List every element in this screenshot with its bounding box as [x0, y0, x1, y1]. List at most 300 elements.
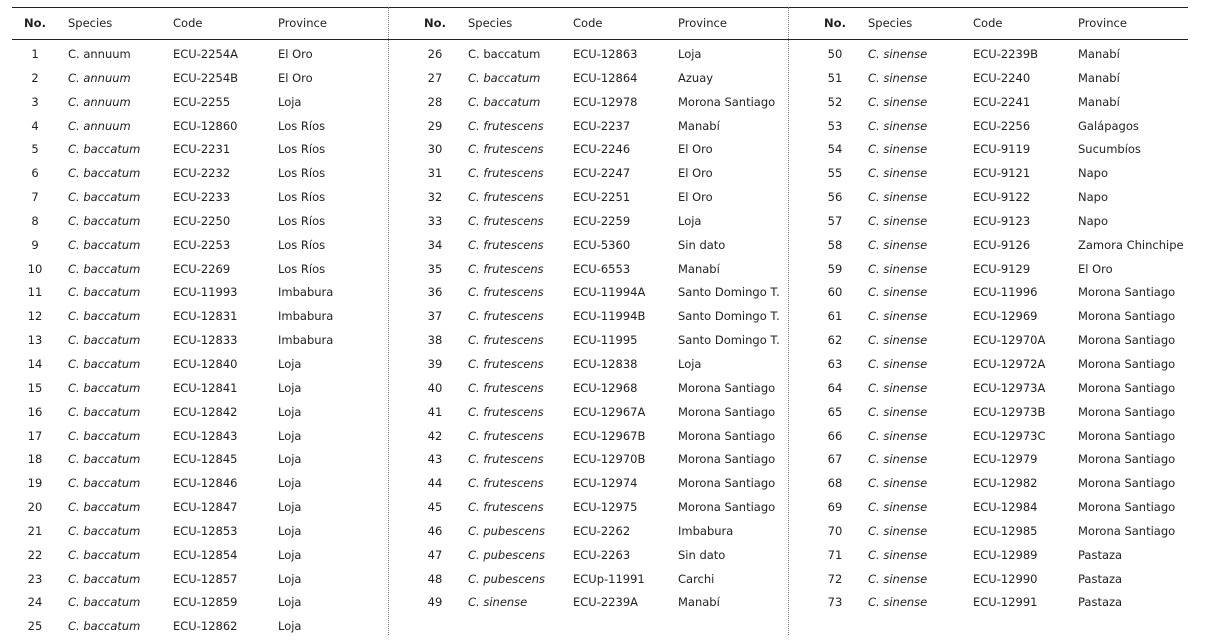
row-number: 66 [827, 428, 843, 443]
row-number: 38 [427, 333, 443, 348]
table-row [12, 212, 388, 236]
accession-code: ECU-12847 [173, 500, 238, 515]
row-number: 55 [827, 166, 843, 181]
row-number: 72 [827, 571, 843, 586]
table-row [812, 307, 1188, 331]
row-number: 36 [427, 285, 443, 300]
province-name: Imbabura [278, 333, 334, 348]
province-name: El Oro [278, 47, 313, 61]
accession-code: ECU-12846 [173, 476, 238, 491]
accession-code: ECU-2233 [173, 190, 231, 205]
table-row [812, 427, 1188, 451]
table-row [412, 164, 788, 188]
row-number: 53 [827, 118, 843, 133]
species-name: C. sinense [868, 428, 928, 443]
species-name: C. sinense [868, 118, 928, 133]
species-name: C. sinense [868, 452, 928, 467]
province-name: Manabí [1078, 94, 1120, 109]
table-row [12, 617, 388, 641]
province-name: Galápagos [1078, 118, 1139, 133]
species-name: C. baccatum [68, 571, 141, 586]
row-number: 43 [427, 452, 443, 467]
accession-code: ECU-12967A [573, 404, 646, 419]
accession-code: ECU-12841 [173, 380, 238, 395]
table-row [412, 260, 788, 284]
accession-code: ECU-9129 [973, 261, 1031, 276]
species-name: C. sinense [868, 380, 928, 395]
row-number: 60 [827, 285, 843, 300]
province-name: Manabí [1078, 47, 1120, 61]
province-name: Los Ríos [278, 118, 326, 133]
province-name: Santo Domingo T. [678, 285, 780, 300]
species-name: C. baccatum [68, 428, 141, 443]
species-name: C. baccatum [68, 285, 141, 300]
row-number: 25 [27, 619, 43, 634]
table-row [412, 570, 788, 594]
accession-code: ECU-2256 [973, 118, 1031, 133]
table-row [12, 474, 388, 498]
accession-code: ECU-12838 [573, 356, 638, 371]
accession-code: ECU-2263 [573, 547, 631, 562]
species-name: C. sinense [868, 309, 928, 324]
row-number: 63 [827, 356, 843, 371]
accession-code: ECU-12859 [173, 595, 238, 610]
species-name: C. frutescens [468, 452, 544, 467]
table-row [812, 69, 1188, 93]
province-name: Loja [678, 47, 702, 61]
accession-code: ECU-12969 [973, 309, 1038, 324]
row-number: 47 [427, 547, 443, 562]
table-row [412, 331, 788, 355]
accession-code: ECU-2247 [573, 166, 631, 181]
province-name: Carchi [678, 571, 715, 586]
row-number: 35 [427, 261, 443, 276]
table-row [412, 283, 788, 307]
column-separator [788, 7, 789, 635]
table-row [12, 188, 388, 212]
table-top-rule [12, 7, 1188, 8]
column-group-2 [412, 45, 788, 617]
province-name: Loja [278, 404, 302, 419]
species-name: C. baccatum [68, 166, 141, 181]
accession-code: ECU-12968 [573, 380, 638, 395]
row-number: 62 [827, 333, 843, 348]
accession-code: ECU-12973B [973, 404, 1046, 419]
species-name: C. sinense [868, 523, 928, 538]
species-name: C. sinense [468, 595, 528, 610]
table-row [812, 140, 1188, 164]
species-name: C. sinense [868, 166, 928, 181]
species-name: C. sinense [868, 190, 928, 205]
accession-code: ECU-2255 [173, 94, 231, 109]
accession-code: ECU-12833 [173, 333, 238, 348]
table-row [412, 355, 788, 379]
table-row [412, 593, 788, 617]
table-row [12, 570, 388, 594]
accession-code: ECU-12863 [573, 47, 638, 61]
accession-code: ECU-11995 [573, 333, 638, 348]
row-number: 6 [31, 166, 39, 181]
species-name: C. baccatum [468, 70, 541, 85]
row-number: 54 [827, 142, 843, 157]
accession-code: ECU-12972A [973, 356, 1046, 371]
table-row [812, 45, 1188, 69]
table-row [412, 188, 788, 212]
province-name: Loja [278, 452, 302, 467]
species-name: C. frutescens [468, 476, 544, 491]
accession-code: ECU-2254B [173, 70, 239, 85]
accession-code: ECU-2254A [173, 47, 238, 61]
species-name: C. frutescens [468, 261, 544, 276]
row-number: 73 [827, 595, 843, 610]
row-number: 64 [827, 380, 843, 395]
species-name: C. sinense [868, 333, 928, 348]
species-name: C. frutescens [468, 142, 544, 157]
header-no: No. [824, 16, 846, 30]
province-name: Pastaza [1078, 571, 1123, 586]
table-row [812, 546, 1188, 570]
accession-code: ECU-12860 [173, 118, 238, 133]
table-row [12, 403, 388, 427]
row-number: 2 [31, 70, 39, 85]
row-number: 39 [427, 356, 443, 371]
table-row [12, 164, 388, 188]
row-number: 67 [827, 452, 843, 467]
accession-code: ECU-2239A [573, 595, 638, 610]
accession-code: ECU-9122 [973, 190, 1031, 205]
row-number: 46 [427, 523, 443, 538]
province-name: Pastaza [1078, 547, 1123, 562]
row-number: 1 [31, 47, 39, 61]
species-name: C. sinense [868, 142, 928, 157]
accession-code: ECU-12973C [973, 428, 1046, 443]
row-number: 16 [27, 404, 43, 419]
row-number: 30 [427, 142, 443, 157]
province-name: Loja [278, 523, 302, 538]
accession-code: ECU-12982 [973, 476, 1038, 491]
table-row [812, 164, 1188, 188]
accession-code: ECU-12967B [573, 428, 646, 443]
row-number: 71 [827, 547, 843, 562]
accession-code: ECU-6553 [573, 261, 631, 276]
species-name: C. baccatum [68, 404, 141, 419]
table-row [12, 498, 388, 522]
province-name: Morona Santiago [1078, 356, 1176, 371]
row-number: 32 [427, 190, 443, 205]
table-row [12, 546, 388, 570]
province-name: Manabí [678, 595, 720, 610]
province-name: El Oro [278, 70, 313, 85]
header-code: Code [973, 16, 1003, 30]
table-row [12, 307, 388, 331]
accession-code: ECU-9123 [973, 213, 1031, 228]
row-number: 29 [427, 118, 443, 133]
row-number: 21 [27, 523, 43, 538]
province-name: Napo [1078, 166, 1108, 181]
accession-code: ECU-2250 [173, 213, 231, 228]
province-name: Loja [278, 380, 302, 395]
table-row [12, 140, 388, 164]
header-province: Province [1078, 16, 1127, 30]
province-name: Morona Santiago [1078, 285, 1176, 300]
table-row [412, 236, 788, 260]
row-number: 52 [827, 94, 843, 109]
accession-code: ECU-12984 [973, 500, 1038, 515]
row-number: 4 [31, 118, 39, 133]
province-name: Morona Santiago [678, 476, 776, 491]
row-number: 22 [27, 547, 43, 562]
accession-code: ECU-11993 [173, 285, 238, 300]
accession-code: ECU-2259 [573, 213, 631, 228]
province-name: Morona Santiago [678, 452, 776, 467]
accession-code: ECU-12991 [973, 595, 1038, 610]
province-name: Los Ríos [278, 261, 326, 276]
table-row [812, 188, 1188, 212]
table-row [12, 117, 388, 141]
row-number: 14 [27, 356, 43, 371]
row-number: 41 [427, 404, 443, 419]
row-number: 9 [31, 237, 39, 252]
accession-code: ECU-12864 [573, 70, 638, 85]
species-name: C. baccatum [68, 237, 141, 252]
row-number: 11 [27, 285, 43, 300]
table-row [412, 140, 788, 164]
row-number: 7 [31, 190, 39, 205]
table-row [412, 474, 788, 498]
row-number: 26 [427, 47, 443, 61]
row-number: 28 [427, 94, 443, 109]
province-name: Loja [278, 356, 302, 371]
accession-code: ECU-12970B [573, 452, 646, 467]
province-name: Los Ríos [278, 142, 326, 157]
species-name: C. baccatum [68, 333, 141, 348]
row-number: 12 [27, 309, 43, 324]
table-row [12, 427, 388, 451]
table-row [12, 522, 388, 546]
row-number: 69 [827, 500, 843, 515]
accession-code: ECU-12840 [173, 356, 238, 371]
column-group-1 [12, 45, 388, 641]
species-name: C. baccatum [68, 213, 141, 228]
row-number: 57 [827, 213, 843, 228]
province-name: Morona Santiago [1078, 452, 1176, 467]
province-name: Loja [278, 571, 302, 586]
province-name: Morona Santiago [1078, 309, 1176, 324]
row-number: 8 [31, 213, 39, 228]
province-name: Morona Santiago [1078, 500, 1176, 515]
row-number: 44 [427, 476, 443, 491]
table-row [412, 117, 788, 141]
province-name: Napo [1078, 213, 1108, 228]
row-number: 65 [827, 404, 843, 419]
species-name: C. sinense [868, 47, 928, 61]
row-number: 37 [427, 309, 443, 324]
species-name: C. sinense [868, 356, 928, 371]
species-name: C. frutescens [468, 380, 544, 395]
table-row [812, 283, 1188, 307]
row-number: 18 [27, 452, 43, 467]
header-no: No. [24, 16, 46, 30]
accession-code: ECU-12862 [173, 619, 238, 634]
species-name: C. baccatum [68, 380, 141, 395]
table-row [412, 427, 788, 451]
row-number: 17 [27, 428, 43, 443]
table-row [812, 379, 1188, 403]
header-species: Species [68, 16, 113, 30]
table-row [12, 93, 388, 117]
species-name: C. frutescens [468, 500, 544, 515]
accession-code: ECU-12854 [173, 547, 238, 562]
accession-code: ECU-12985 [973, 523, 1038, 538]
province-name: Loja [278, 94, 302, 109]
accession-code: ECU-2241 [973, 94, 1031, 109]
table-row [412, 379, 788, 403]
accession-code: ECU-9121 [973, 166, 1031, 181]
row-number: 48 [427, 571, 443, 586]
table-row [412, 498, 788, 522]
province-name: Pastaza [1078, 595, 1123, 610]
species-name: C. baccatum [68, 500, 141, 515]
row-number: 19 [27, 476, 43, 491]
province-name: Loja [278, 619, 302, 634]
table-row [812, 522, 1188, 546]
table-row [412, 450, 788, 474]
row-number: 34 [427, 237, 443, 252]
accession-code: ECU-2262 [573, 523, 631, 538]
species-name: C. sinense [868, 571, 928, 586]
header-no: No. [424, 16, 446, 30]
province-name: Morona Santiago [678, 404, 776, 419]
province-name: Morona Santiago [678, 380, 776, 395]
province-name: Loja [278, 500, 302, 515]
species-name: C. frutescens [468, 309, 544, 324]
accession-code: ECU-2240 [973, 70, 1031, 85]
accession-code: ECU-12853 [173, 523, 238, 538]
province-name: Zamora Chinchipe [1078, 237, 1184, 252]
accession-code: ECU-12978 [573, 94, 638, 109]
province-name: El Oro [678, 190, 713, 205]
species-name: C. baccatum [68, 619, 141, 634]
species-name: C. baccatum [68, 595, 141, 610]
province-name: Loja [278, 476, 302, 491]
species-name: C. baccatum [68, 309, 141, 324]
species-name: C. baccatum [68, 452, 141, 467]
species-name: C. sinense [868, 213, 928, 228]
accession-code: ECU-12979 [973, 452, 1038, 467]
province-name: Imbabura [678, 523, 734, 538]
province-name: Morona Santiago [1078, 428, 1176, 443]
table-row [12, 260, 388, 284]
species-name: C. frutescens [468, 356, 544, 371]
accession-code: ECU-2269 [173, 261, 231, 276]
table-row [12, 379, 388, 403]
table-row [412, 522, 788, 546]
accession-code: ECU-2232 [173, 166, 231, 181]
row-number: 20 [27, 500, 43, 515]
column-separator [388, 7, 389, 635]
row-number: 49 [427, 595, 443, 610]
species-name: C. frutescens [468, 404, 544, 419]
province-name: Manabí [1078, 70, 1120, 85]
province-name: El Oro [678, 166, 713, 181]
row-number: 5 [31, 142, 39, 157]
table-row [812, 593, 1188, 617]
province-name: Santo Domingo T. [678, 309, 780, 324]
accession-code: ECU-2237 [573, 118, 631, 133]
row-number: 27 [427, 70, 443, 85]
species-name: C. sinense [868, 547, 928, 562]
table-row [12, 331, 388, 355]
row-number: 61 [827, 309, 843, 324]
table-row [412, 546, 788, 570]
accession-code: ECU-2246 [573, 142, 631, 157]
species-name: C. frutescens [468, 166, 544, 181]
species-name: C. baccatum [468, 94, 541, 109]
table-row [412, 212, 788, 236]
province-name: Morona Santiago [678, 94, 776, 109]
accession-code: ECUp-11991 [573, 571, 645, 586]
species-name: C. baccatum [468, 47, 541, 61]
province-name: Azuay [678, 70, 714, 85]
species-name: C. sinense [868, 94, 928, 109]
species-name: C. sinense [868, 70, 928, 85]
species-name: C. baccatum [68, 142, 141, 157]
table-row [12, 593, 388, 617]
province-name: Santo Domingo T. [678, 333, 780, 348]
province-name: Morona Santiago [1078, 523, 1176, 538]
header-bottom-rule [12, 39, 1188, 40]
header-province: Province [278, 16, 327, 30]
species-name: C. baccatum [68, 261, 141, 276]
table-row [812, 570, 1188, 594]
header-code: Code [173, 16, 203, 30]
row-number: 13 [27, 333, 43, 348]
species-name: C. annuum [68, 94, 131, 109]
province-name: Morona Santiago [1078, 380, 1176, 395]
accession-code: ECU-12973A [973, 380, 1046, 395]
accession-code: ECU-2251 [573, 190, 631, 205]
table-header [12, 16, 1188, 34]
row-number: 40 [427, 380, 443, 395]
species-name: C. frutescens [468, 190, 544, 205]
species-name: C. annuum [68, 118, 131, 133]
header-code: Code [573, 16, 603, 30]
species-name: C. frutescens [468, 237, 544, 252]
species-name: C. baccatum [68, 547, 141, 562]
table-row [812, 403, 1188, 427]
accession-code: ECU-11994B [573, 309, 646, 324]
province-name: Manabí [678, 118, 720, 133]
species-name: C. frutescens [468, 333, 544, 348]
province-name: Imbabura [278, 285, 334, 300]
table-row [812, 212, 1188, 236]
accession-code: ECU-12842 [173, 404, 238, 419]
column-group-3 [812, 45, 1188, 617]
province-name: Loja [678, 356, 702, 371]
table-row [812, 260, 1188, 284]
table-row [412, 403, 788, 427]
province-name: Loja [278, 595, 302, 610]
accession-code: ECU-12974 [573, 476, 638, 491]
accession-code: ECU-11994A [573, 285, 646, 300]
row-number: 10 [27, 261, 43, 276]
province-name: Loja [278, 547, 302, 562]
accession-code: ECU-12857 [173, 571, 238, 586]
table-row [812, 331, 1188, 355]
province-name: Napo [1078, 190, 1108, 205]
accession-code: ECU-12831 [173, 309, 238, 324]
species-name: C. frutescens [468, 285, 544, 300]
